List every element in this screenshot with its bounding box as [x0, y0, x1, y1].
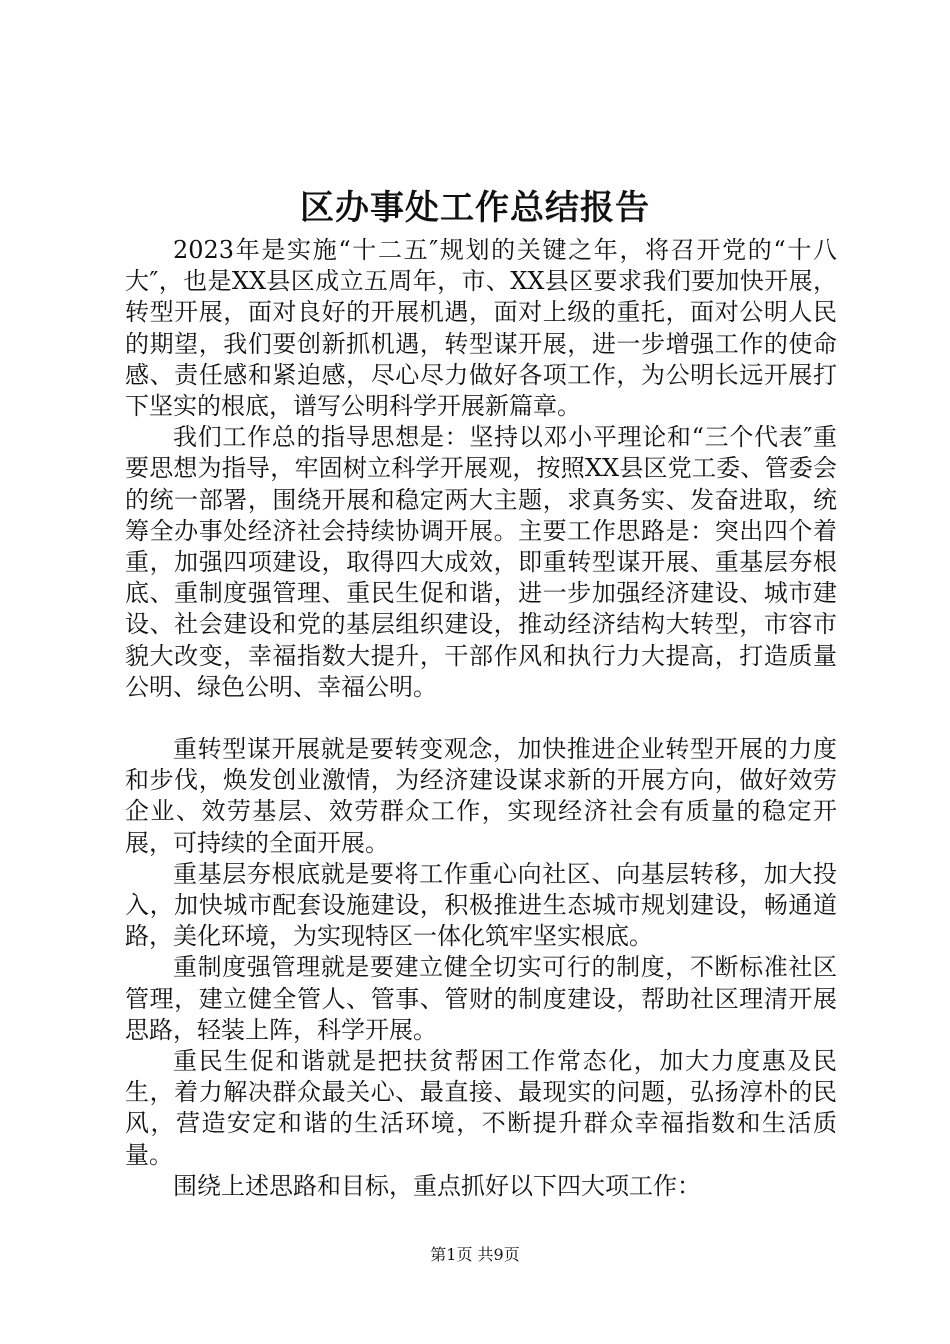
- document-title: 区办事处工作总结报告: [300, 188, 650, 228]
- paragraph-institution: 重制度强管理就是要建立健全切实可行的制度，不断标准社区管理，建立健全管人、管事、管财的制度建设，帮助社区理清开展思路，轻装上阵，科学开展。: [125, 953, 837, 1044]
- document-body: [125, 235, 837, 1202]
- paragraph-guiding-thought: 我们工作总的指导思想是：坚持以邓小平理论和“三个代表″重要思想为指导，牢固树立科学开展观，按照XX县区党工委、管委会的统一部署，围绕开展和稳定两大主题，求真务实、发奋进取，统筹全办事处经济社会持续协调开展。主要工作思路是：突出四个着重，加强四项建设，取得四大成效，即重转型谋开展、重基层夯根底、重制度强管理、重民生促和谐，进一步加强经济建设、城市建设、社会建设和党的基层组织建设，推动经济结构大转型，市容市貌大改变，幸福指数大提升，干部作风和执行力大提高，打造质量公明、绿色公明、幸福公明。: [125, 423, 837, 701]
- paragraph-livelihood: 重民生促和谐就是把扶贫帮困工作常态化，加大力度惠及民生，着力解决群众最关心、最直接、最现实的问题，弘扬淳朴的民风，营造安定和谐的生活环境，不断提升群众幸福指数和生活质量。: [125, 1047, 837, 1169]
- page-number: 第1页 共9页: [430, 1245, 520, 1264]
- paragraph-grassroots: 重基层夯根底就是要将工作重心向社区、向基层转移，加大投入，加快城市配套设施建设，积极推进生态城市规划建设，畅通道路，美化环境，为实现特区一体化筑牢坚实根底。: [125, 859, 837, 951]
- paragraph-intro: 2023年是实施“十二五″规划的关键之年，将召开党的“十八大″，也是XX县区成立五周年，市、XX县区要求我们要加快开展，转型开展，面对良好的开展机遇，面对上级的重托，面对公明人民的期望，我们要创新抓机遇，转型谋开展，进一步增强工作的使命感、责任感和紧迫感，尽心尽力做好各项工作，为公明长远开展打下坚实的根底，谱写公明科学开展新篇章。: [125, 236, 837, 421]
- paragraph-key-tasks: 围绕上述思路和目标，重点抓好以下四大项工作：: [173, 1171, 701, 1200]
- paragraph-transformation: 重转型谋开展就是要转变观念，加快推进企业转型开展的力度和步伐，焕发创业激情，为经济建设谋求新的开展方向，做好效劳企业、效劳基层、效劳群众工作，实现经济社会有质量的稳定开展，可持续的全面开展。: [125, 735, 837, 857]
